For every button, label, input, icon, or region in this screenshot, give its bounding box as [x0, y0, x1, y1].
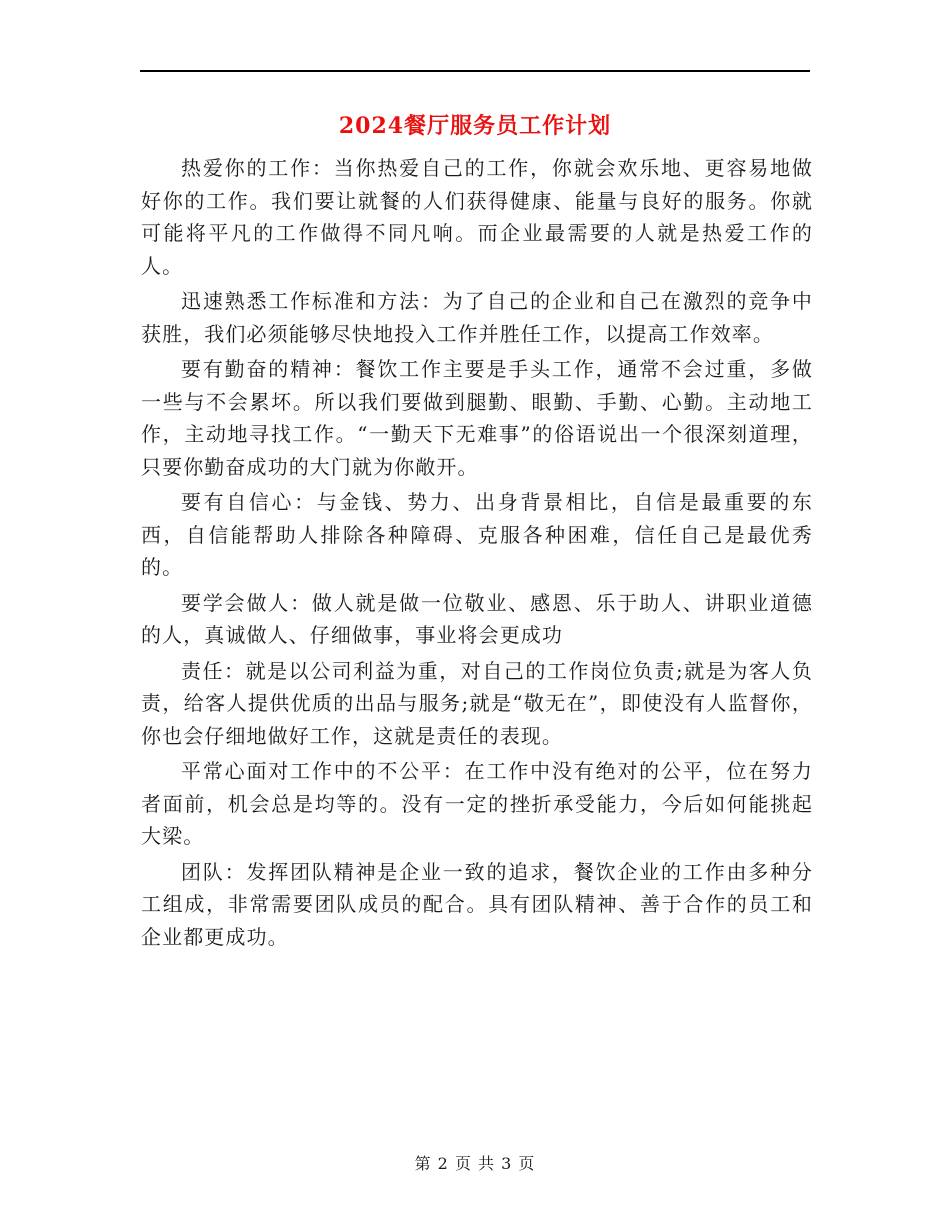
- paragraph-diligence: 要有勤奋的精神：餐饮工作主要是手头工作，通常不会过重，多做一些与不会累坏。所以我们要做到腿勤、眼勤、手勤、心勤。主动地工作，主动地寻找工作。“一勤天下无难事”的俗语说出一个很深刻道理，只要你勤奋成功的大门就为你敞开。: [141, 357, 813, 479]
- header-rule: [140, 70, 810, 72]
- paragraph-conduct: 要学会做人：做人就是做一位敬业、感恩、乐于助人、讲职业道德的人，真诚做人、仔细做事，事业将会更成功: [141, 590, 813, 647]
- paragraph-standards: 迅速熟悉工作标准和方法：为了自己的企业和自己在激烈的竞争中获胜，我们必须能够尽快地投入工作并胜任工作，以提高工作效率。: [141, 289, 813, 346]
- document-title: 2024餐厅服务员工作计划: [338, 113, 612, 139]
- page-number: 第 2 页 共 3 页: [414, 1154, 536, 1173]
- paragraph-confidence: 要有自信心：与金钱、势力、出身背景相比，自信是最重要的东西，自信能帮助人排除各种障碍、克服各种困难，信任自己是最优秀的。: [141, 490, 813, 579]
- document-body: [141, 152, 813, 956]
- paragraph-responsibility: 责任：就是以公司利益为重，对自己的工作岗位负责;就是为客人负责，给客人提供优质的出品与服务;就是“敬无在”，即使没有人监督你，你也会仔细地做好工作，这就是责任的表现。: [141, 658, 813, 748]
- paragraph-fairness: 平常心面对工作中的不公平：在工作中没有绝对的公平，位在努力者面前，机会总是均等的。没有一定的挫折承受能力，今后如何能挑起大梁。: [141, 759, 813, 848]
- paragraph-love-work: 热爱你的工作：当你热爱自己的工作，你就会欢乐地、更容易地做好你的工作。我们要让就餐的人们获得健康、能量与良好的服务。你就可能将平凡的工作做得不同凡响。而企业最需要的人就是热爱工作的人。: [141, 156, 813, 278]
- paragraph-teamwork: 团队：发挥团队精神是企业一致的追求，餐饮企业的工作由多种分工组成，非常需要团队成员的配合。具有团队精神、善于合作的员工和企业都更成功。: [141, 859, 813, 949]
